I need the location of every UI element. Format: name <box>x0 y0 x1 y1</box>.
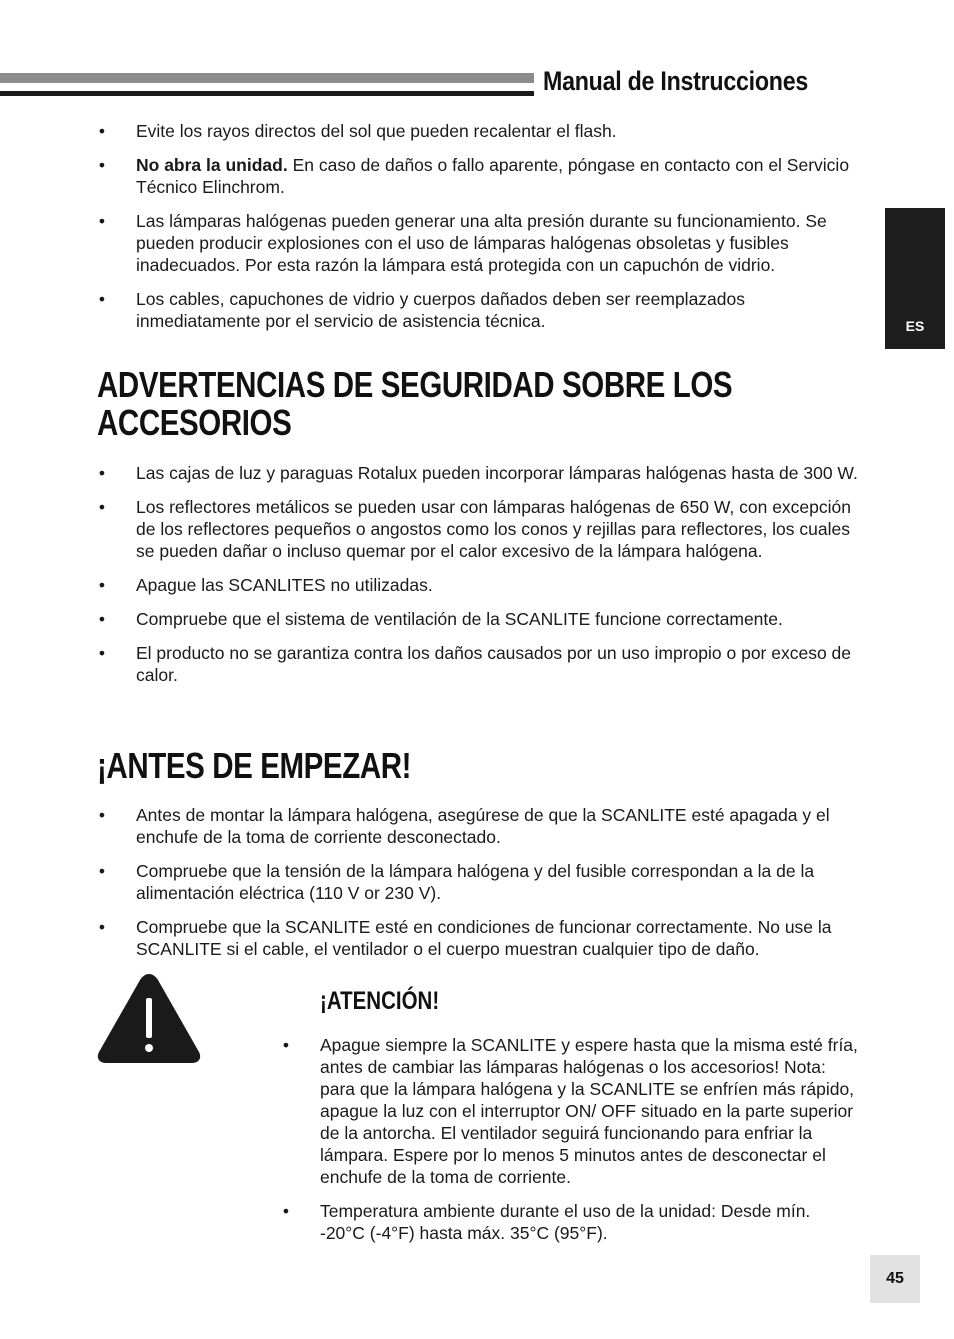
list-item: • Los cables, capuchones de vidrio y cuerpos dañados deben ser reemplazados inmediatamente por el servicio de asistencia técnica. <box>98 289 745 331</box>
list-item: • Apague las SCANLITES no utilizadas. <box>98 575 433 595</box>
header-rule-black <box>0 91 534 96</box>
header-rule-gray <box>0 73 534 83</box>
list-item: • Las lámparas halógenas pueden generar una alta presión durante su funcionamiento. Se pueden producir explosiones con el uso de lámparas halógenas obsoletas y fusibles inadecuados. Por esta razón la lámpara está protegida con un capuchón de vidrio. <box>98 211 827 275</box>
list-item: • Compruebe que la SCANLITE esté en condiciones de funcionar correctamente. No use la SCANLITE si el cable, el ventilador o el cuerpo muestran cualquier tipo de daño. <box>98 917 832 959</box>
before-start-section-title: ¡ANTES DE EMPEZAR! <box>97 745 412 786</box>
list-item: • Compruebe que la tensión de la lámpara halógena y del fusible correspondan a la de la alimentación eléctrica (110 V or 230 V). <box>98 861 815 903</box>
list-item: • Apague siempre la SCANLITE y espere hasta que la misma esté fría, antes de cambiar las lámparas halógenas o los accesorios! Nota: para que la lámpara halógena y la SCANLITE se enfríen más rápido, apague la luz con el interruptor ON/ OFF situado en la parte superior de la antorcha. El ventilador seguirá funcionando para enfriar la lámpara. Espere por lo menos 5 minutos antes de desconectar el enchufe de la toma de corriente. <box>282 1035 858 1187</box>
attention-title: ¡ATENCIÓN! <box>320 987 440 1015</box>
list-item: • No abra la unidad. En caso de daños o fallo aparente, póngase en contacto con el Servicio Técnico Elinchrom. <box>98 155 850 197</box>
list-item: • Antes de montar la lámpara halógena, asegúrese de que la SCANLITE esté apagada y el enchufe de la toma de corriente desconectado. <box>98 805 830 847</box>
manual-title: Manual de Instrucciones <box>543 66 809 96</box>
list-item: • Las cajas de luz y paraguas Rotalux pueden incorporar lámparas halógenas hasta de 300 W. <box>98 463 858 483</box>
list-item: • Los reflectores metálicos se pueden usar con lámparas halógenas de 650 W, con excepción de los reflectores pequeños o angostos como los conos y rejillas para reflectores, los cuales se pueden dañar o incluso quemar por el calor excesivo de la lámpara halógena. <box>98 497 852 561</box>
list-item: • Temperatura ambiente durante el uso de la unidad: Desde mín. -20°C (-4°F) hasta máx. 35°C (95°F). <box>282 1201 811 1243</box>
language-tab[interactable] <box>885 208 945 349</box>
before-start-list <box>97 804 859 972</box>
intro-warning-list <box>97 120 859 344</box>
accessories-section-title: ADVERTENCIAS DE SEGURIDAD SOBRE LOS ACCESORIOS <box>97 364 733 443</box>
list-item: • El producto no se garantiza contra los daños causados por un uso impropio o por exceso de calor. <box>98 643 852 685</box>
warning-triangle-icon <box>96 970 202 1065</box>
attention-list <box>281 1034 859 1256</box>
list-item: • Compruebe que el sistema de ventilación de la SCANLITE funcione correctamente. <box>98 609 783 629</box>
page-number: 45 <box>870 1255 920 1303</box>
list-item: • Evite los rayos directos del sol que pueden recalentar el flash. <box>98 121 617 141</box>
language-tab-label: ES <box>905 318 925 334</box>
accessories-warning-list <box>97 462 859 698</box>
